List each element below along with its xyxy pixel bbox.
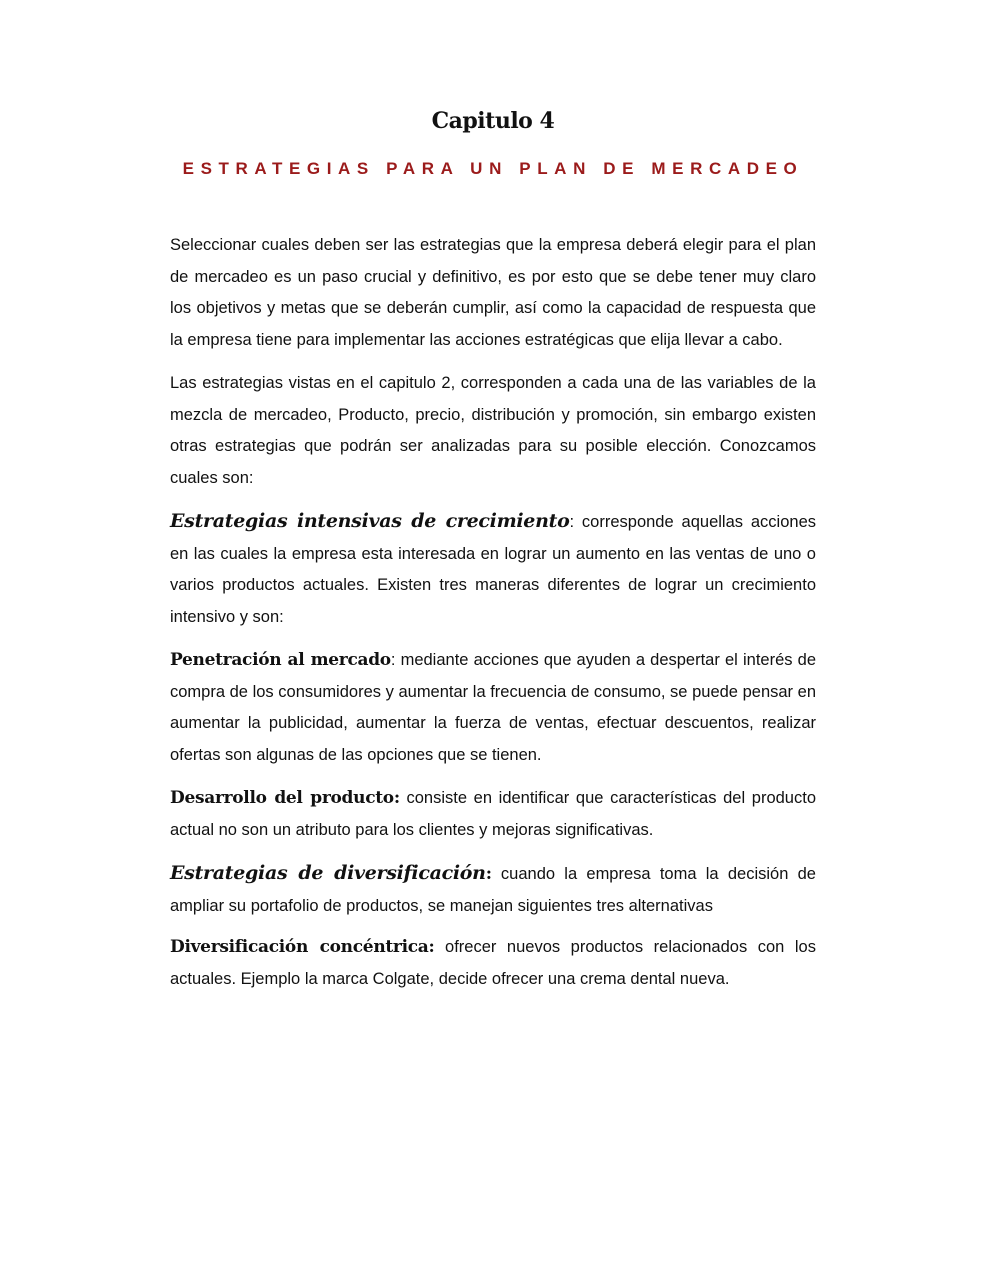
text-intensive-strategies: : corresponde aquellas acciones en las cuales la empresa esta interesada en lograr un aumento en las ventas de uno o varios productos actuales. Existen tres maneras diferentes de lograr un crecimiento intensivo y son: [170, 513, 816, 626]
term-market-penetration: Penetración al mercado [170, 650, 391, 670]
paragraph-intensive-strategies [170, 506, 816, 633]
paragraph-product-development [170, 783, 816, 846]
paragraph-market-penetration [170, 645, 816, 771]
text-market-penetration: : mediante acciones que ayuden a despertar el interés de compra de los consumidores y aumentar la frecuencia de consumo, se puede pensar en aumentar la publicidad, aumentar la fuerza de ventas, efectuar descuentos, realizar ofertas son algunas de las opciones que se tienen. [170, 651, 816, 764]
term-diversification: Estrategias de diversificación [170, 862, 486, 884]
text-concentric-diversification: ofrecer nuevos productos relacionados con los actuales. Ejemplo la marca Colgate, decide ofrecer una crema dental nueva. [170, 938, 816, 988]
text-product-development: consiste en identificar que características del producto actual no son un atributo para los clientes y mejoras significativas. [170, 789, 816, 839]
term-intensive-strategies: Estrategias intensivas de crecimiento [170, 510, 570, 532]
term-product-development: Desarrollo del producto: [170, 788, 400, 808]
term-concentric-diversification: Diversificación concéntrica: [170, 937, 435, 957]
document-body [170, 230, 816, 1007]
paragraph-second: Las estrategias vistas en el capitulo 2, corresponden a cada una de las variables de la mezcla de mercadeo, Producto, precio, distribución y promoción, sin embargo existen otras estrategias que podrán ser analizadas para su posible elección. Conozcamos cuales son: [170, 374, 816, 487]
paragraph-diversification [170, 858, 816, 922]
paragraph-intro: Seleccionar cuales deben ser las estrategias que la empresa deberá elegir para el plan de mercadeo es un paso crucial y definitivo, es por esto que se debe tener muy claro los objetivos y metas que se deberán cumplir, así como la capacidad de respuesta que la empresa tiene para implementar las acciones estratégicas que elija llevar a cabo. [170, 236, 816, 349]
paragraph-concentric-diversification [170, 932, 816, 995]
chapter-title: Capitulo 4 [431, 108, 555, 134]
term-diversification-colon: : [485, 864, 492, 884]
chapter-subtitle: ESTRATEGIAS PARA UN PLAN DE MERCADEO [182, 159, 804, 178]
text-diversification: cuando la empresa toma la decisión de ampliar su portafolio de productos, se manejan siguientes tres alternativas [170, 865, 816, 915]
